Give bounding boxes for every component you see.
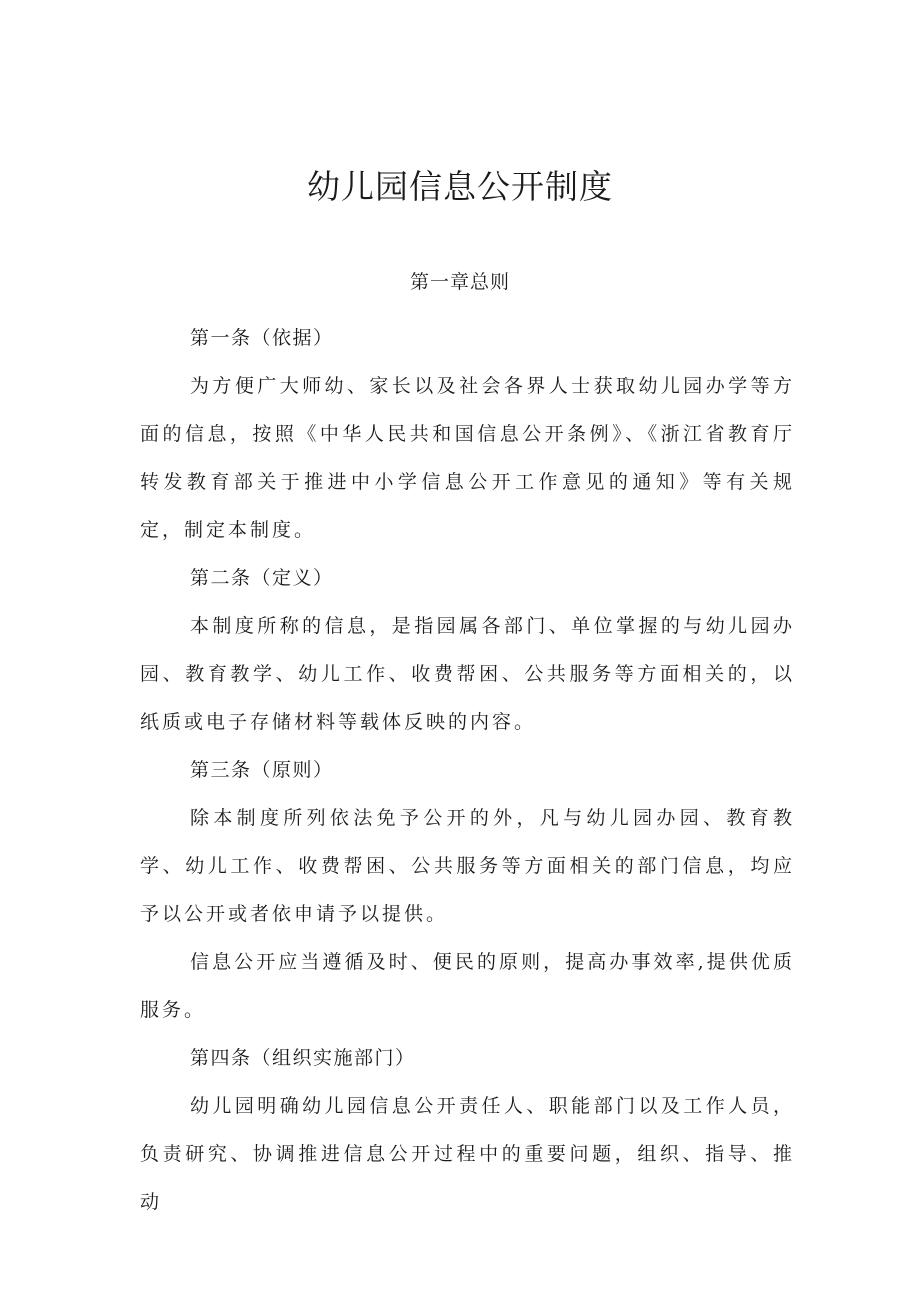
document-body	[140, 314, 795, 1226]
article-heading-3: 第三条（原则）	[190, 759, 334, 781]
paragraph: 信息公开应当遵循及时、便民的原则，提高办事效率,提供优质服务。	[140, 951, 795, 1021]
paragraph: 幼儿园明确幼儿园信息公开责任人、职能部门以及工作人员，负责研究、协调推进信息公开过程中的重要问题，组织、指导、推动	[140, 1095, 795, 1213]
paragraph: 除本制度所列依法免予公开的外，凡与幼儿园办园、教育教学、幼儿工作、收费帮困、公共服务等方面相关的部门信息，均应予以公开或者依申请予以提供。	[140, 807, 795, 925]
document-title: 幼儿园信息公开制度	[307, 167, 613, 206]
paragraph: 为方便广大师幼、家长以及社会各界人士获取幼儿园办学等方面的信息，按照《中华人民共和国信息公开条例》、《浙江省教育厅转发教育部关于推进中小学信息公开工作意见的通知》等有关规定，制定本制度。	[140, 375, 795, 541]
article-heading-2: 第二条（定义）	[190, 567, 334, 589]
paragraph: 本制度所称的信息，是指园属各部门、单位掌握的与幼儿园办园、教育教学、幼儿工作、收费帮困、公共服务等方面相关的，以纸质或电子存储材料等载体反映的内容。	[140, 615, 795, 733]
chapter-heading: 第一章总则	[409, 271, 510, 293]
article-heading-1: 第一条（依据）	[190, 327, 334, 349]
article-heading-4: 第四条（组织实施部门）	[190, 1047, 416, 1069]
